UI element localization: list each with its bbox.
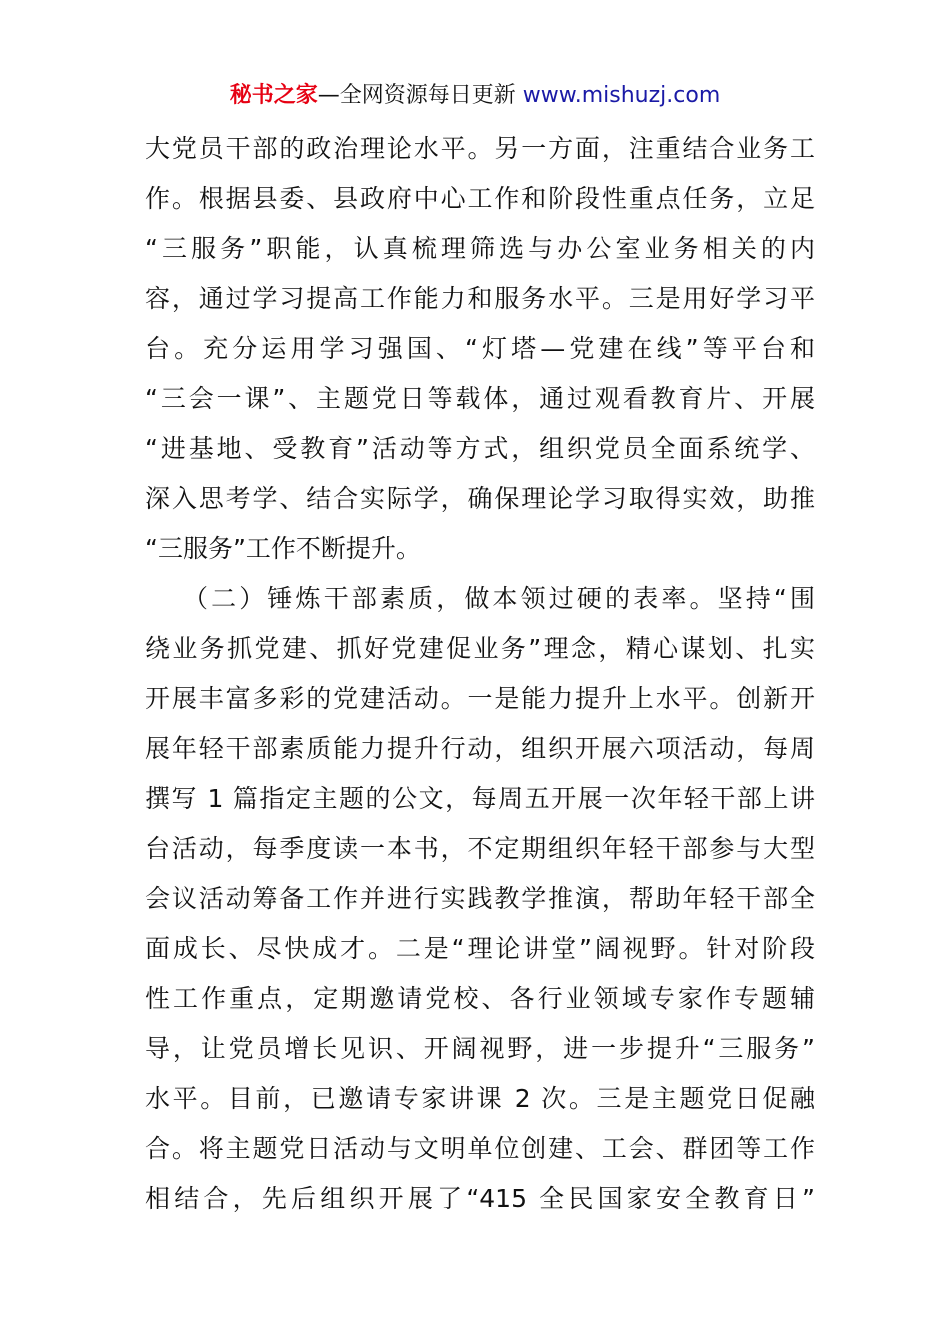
site-brand: 秘书之家 <box>229 83 318 108</box>
text-line: “三会一课”、主题党日等载体，通过观看教育片、开展 <box>145 384 815 413</box>
text-line: 相结合，先后组织开展了“415 全民国家安全教育日” <box>145 1184 815 1213</box>
text-line: 作。根据县委、县政府中心工作和阶段性重点任务，立足 <box>145 184 815 213</box>
text-line: 会议活动筹备工作并进行实践教学推演，帮助年轻干部全 <box>145 884 815 913</box>
text-line: 撰写 1 篇指定主题的公文，每周五开展一次年轻干部上讲 <box>145 784 815 813</box>
text-line: “三服务”工作不断提升。 <box>145 534 421 563</box>
text-line: “三服务”职能，认真梳理筛选与办公室业务相关的内 <box>145 234 815 263</box>
text-line: “进基地、受教育”活动等方式，组织党员全面系统学、 <box>145 434 815 463</box>
paragraph-start-line: （二）锤炼干部素质，做本领过硬的表率。坚持“围 <box>183 584 815 613</box>
text-line: 容，通过学习提高工作能力和服务水平。三是用好学习平 <box>145 284 815 313</box>
document-body <box>145 124 815 1224</box>
text-line: 绕业务抓党建、抓好党建促业务”理念，精心谋划、扎实 <box>145 634 815 663</box>
text-line: 面成长、尽快成才。二是“理论讲堂”阔视野。针对阶段 <box>145 934 815 963</box>
text-line: 大党员干部的政治理论水平。另一方面，注重结合业务工 <box>145 134 815 163</box>
text-line: 展年轻干部素质能力提升行动，组织开展六项活动，每周 <box>145 734 815 763</box>
site-tagline: —全网资源每日更新 <box>317 83 516 108</box>
text-line: 合。将主题党日活动与文明单位创建、工会、群团等工作 <box>145 1134 815 1163</box>
text-line: 性工作重点，定期邀请党校、各行业领域专家作专题辅 <box>145 984 815 1013</box>
text-line: 开展丰富多彩的党建活动。一是能力提升上水平。创新开 <box>145 684 815 713</box>
text-line: 台。充分运用学习强国、“灯塔—党建在线”等平台和 <box>145 334 815 363</box>
text-line: 深入思考学、结合实际学，确保理论学习取得实效，助推 <box>145 484 815 513</box>
site-header <box>0 80 950 112</box>
text-line: 水平。目前，已邀请专家讲课 2 次。三是主题党日促融 <box>145 1084 815 1113</box>
text-line: 台活动，每季度读一本书，不定期组织年轻干部参与大型 <box>145 834 815 863</box>
text-line: 导，让党员增长见识、开阔视野，进一步提升“三服务” <box>145 1034 815 1063</box>
site-url[interactable]: www.mishuzj.com <box>522 83 721 108</box>
